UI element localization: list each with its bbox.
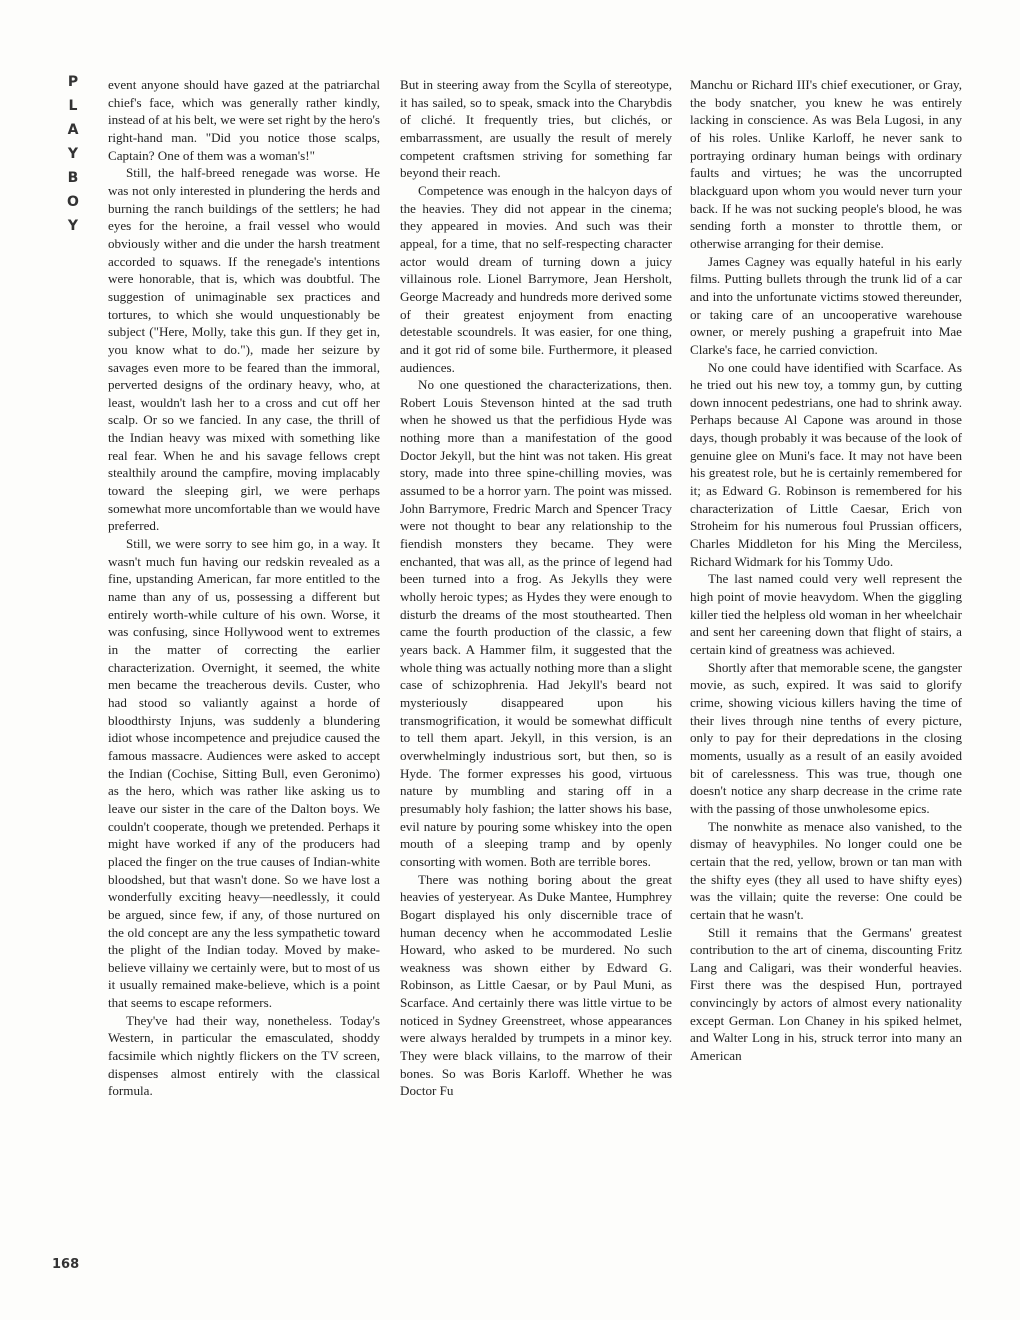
- page-number: 168: [52, 1257, 80, 1272]
- paragraph: James Cagney was equally hateful in his early films. Putting bullets through the trunk lid of a car and into the unfortunate victims stowed thereunder, or taking care of an uncooperative warehouse owner, or merely pushing a grapefruit into Mae Clarke's face, he carried conviction.: [690, 253, 962, 357]
- paragraph: There was nothing boring about the great heavies of yesteryear. As Duke Mantee, Humphrey Bogart displayed his only discernible trace of human decency when he accommodated Leslie Howard, who asked to be murdered. No such weakness was shown either by Edward G. Robinson, as Little Caesar, or by Paul Muni, as Scarface. And certainly there was little virtue to be noticed in Sydney Greenstreet, whose appearances were always heralded by trumpets in a minor key. They were black villains, to the marrow of their bones. So was Boris Karloff. Whether he was Doctor Fu: [400, 871, 672, 1099]
- masthead-letter: P: [67, 74, 79, 90]
- paragraph: Shortly after that memorable scene, the gangster movie, as such, expired. It was said to glorify crime, showing vicious killers having the time of their lives through nine tenths of every picture, only to pay for their depredations in the closing moments, usually as a result of an easily avoided bit of carelessness. This was true, though one doesn't notice any sharp decrease in the crime rate with the passing of those unwholesome epics.: [690, 659, 962, 816]
- masthead-letter: L: [68, 98, 78, 114]
- paragraph: The nonwhite as menace also vanished, to the dismay of heavyphiles. No longer could one be certain that the red, yellow, brown or tan man with the shifty eyes (they all used to have shifty eyes) was the villain; quite the reverse: One could be certain that he wasn't.: [690, 818, 962, 922]
- paragraph: event anyone should have gazed at the patriarchal chief's face, which was generally rather kindly, instead of at his belt, we were set right by the hero's right-hand man. "Did you notice those scalps, Captain? One of them was a woman's!": [108, 77, 380, 163]
- masthead-letter: O: [67, 194, 79, 210]
- paragraph: But in steering away from the Scylla of stereotype, it has sailed, so to speak, smack into the Charybdis of cliché. It frequently tries, but clichés, or embarrassment, are usually the result of merely competent craftsmen striving for something far beyond their reach.: [400, 77, 672, 181]
- paragraph: Still it remains that the Germans' greatest contribution to the art of cinema, discounting Fritz Lang and Caligari, was their wonderful heavies. First there was the despised Hun, portrayed convincingly by actors of almost every nationality except German. Lon Chaney in his spiked helmet, and Walter Long in his, struck terror into many an American: [690, 924, 962, 1064]
- paragraph: Manchu or Richard III's chief executioner, or Gray, the body snatcher, you knew he was entirely lacking in conscience. As was Bela Lugosi, in any of his roles. Unlike Karloff, he never sank to portraying ordinary human beings with ordinary faults and virtues; he was the uncorrupted blackguard upon whom you would never turn your back. If he was not sucking people's blood, he was sending forth a monster to throttle them, or otherwise arranging for their demise.: [690, 77, 962, 251]
- paragraph: Competence was enough in the halcyon days of the heavies. They did not appear in the cinema; they appeared in movies. And such was their appeal, for a time, that no self-respecting character actor would dream of turning down a juicy villainous role. Lionel Barrymore, Jean Hersholt, George Macready and hundreds more derived some of their greatest enjoyment from enacting detestable scoundrels. It was easier, for one thing, and it got rid of some bile. Furthermore, it pleased audiences.: [400, 182, 672, 375]
- paragraph: No one could have identified with Scarface. As he tried out his new toy, a tommy gun, by cutting down innocent pedestrians, one had to shrink away. Perhaps because Al Capone was around in those days, though probably it was because of the look of genuine glee on Muni's face. It may not have been his greatest role, but he is certainly remembered for it; as Edward G. Robinson is remembered for his characterization of Little Caesar, Erich von Stroheim for his numerous foul Prussian officers, Charles Middleton for his Ming the Merciless, Richard Widmark for his Tommy Udo.: [690, 359, 962, 569]
- masthead-letter: A: [67, 122, 79, 138]
- paragraph: Still, the half-breed renegade was worse. He was not only interested in plundering the herds and burning the ranch buildings of the settlers; he had eyes for the heroine, a frail vessel who would obviously wither and die under the harsh treatment accorded to squaws. If the renegade's intentions were honorable, that is, which was doubtful. The suggestion of unimaginable sex practices and tortures, to which she would unquestionably be subject ("Here, Molly, take this gun. If they get in, you know what to do."), made her seizure by savages even more to be feared than the immoral, perverted designs of the ordinary heavy, who, at least, wouldn't lash her to a cross and cut off her scalp. Or so we fancied. In any case, the thrill of the Indian heavy was mixed with something like real fear. When he and his savage fellows crept stealthily around the campfire, moving implacably toward the sleeping girl, we were perhaps somewhat more uncomfortable than we would have preferred.: [108, 165, 380, 534]
- masthead-playboy: [62, 70, 84, 238]
- text-column-1: [108, 76, 380, 1100]
- text-column-2: [400, 76, 672, 1100]
- text-column-3: [690, 76, 962, 1065]
- paragraph: The last named could very well represent the high point of movie heavydom. When the giggling killer tied the helpless old woman in her wheelchair and sent her careening down that flight of stairs, a certain kind of greatness was achieved.: [690, 571, 962, 657]
- masthead-letter: Y: [67, 218, 79, 234]
- paragraph: They've had their way, nonetheless. Today's Western, in particular the emasculated, shoddy facsimile which nightly flickers on the TV screen, dispenses almost entirely with the classical formula.: [108, 1012, 380, 1099]
- paragraph: No one questioned the characterizations, then. Robert Louis Stevenson hinted at the sad truth when he showed us that the perfidious Hyde was nothing more than a manifestation of the good Doctor Jekyll, but the hint was not taken. His great story, made into three spine-chilling movies, was assumed to be a horror yarn. The point was missed. John Barrymore, Fredric March and Spencer Tracy were not thought to bear any relationship to the fiendish monsters they became. They were enchanted, that was all, as the prince of legend had been turned into a frog. As Jekylls they were wholly heroic types; as Hydes they were enough to disturb the dreams of the most stouthearted. Then came the fourth production of the classic, a few years back. A Hammer film, it suggested that the whole thing was actually nothing more than a slight case of schizophrenia. Had Jekyll's beard not mysteriously disappeared upon his transmogrification, it would be somewhat difficult to tell them apart. Jekyll, in this version, is an overwhelmingly industrious sort, but then, so is Hyde. The former expresses his good, virtuous nature by mumbling and staring off in a presumably holy fashion; the latter shows his base, evil nature by pouring some whiskey into the open mouth of a sleeping tramp and by openly consorting with women. Both are terrible bores.: [400, 377, 672, 869]
- paragraph: Still, we were sorry to see him go, in a way. It wasn't much fun having our redskin revealed as a fine, upstanding American, far more entitled to the name than any of us, possessing a different but entirely worth-while culture of his own. Worse, it was confusing, since Hollywood went to extremes in the matter of correcting the earlier characterization. Overnight, it seemed, the white men became the treacherous devils. Custer, who had stood so valiantly against a horde of bloodthirsty Injuns, was suddenly a blundering idiot whose incompetence and prejudice caused the famous massacre. Audiences were asked to accept the Indian (Cochise, Sitting Bull, even Geronimo) as the hero, which was rather like asking us to leave our sister in the care of the Dalton boys. We couldn't cooperate, though we pretended. Perhaps it might have worked if any of the producers had placed the finger on the true causes of Indian-white bloodshed, but that wasn't done. So we have lost a wonderfully exciting heavy—needlessly, it could be argued, since few, if any, of those nurtured on the old concept are any the less sympathetic toward the plight of the Indian today. Moved by make-believe villainy we certainly were, but to most of us it usually remained make-believe, which is a point that seems to escape reformers.: [108, 536, 380, 1011]
- masthead-letter: Y: [67, 146, 79, 162]
- masthead-letter: B: [67, 170, 79, 186]
